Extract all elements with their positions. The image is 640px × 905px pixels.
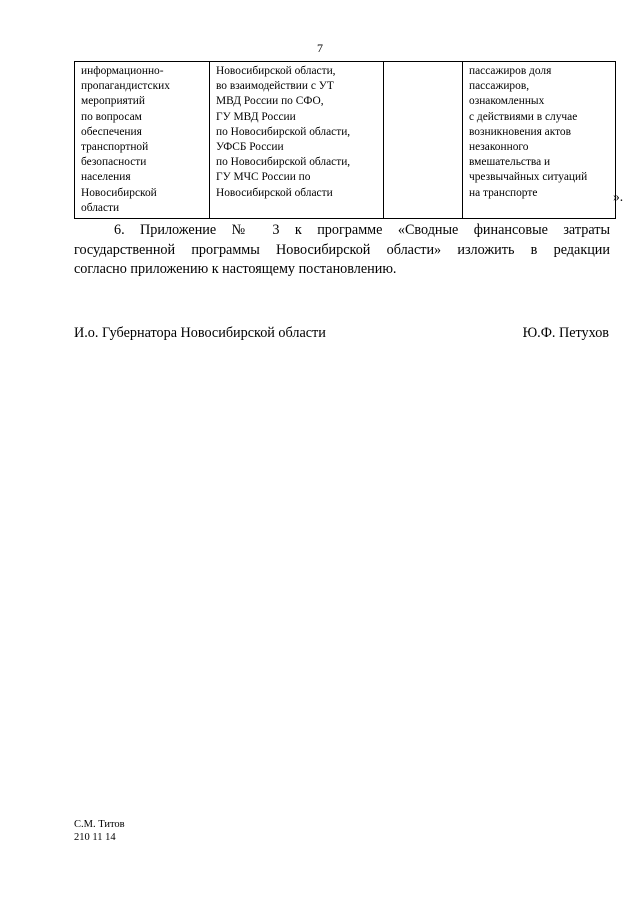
cell-line: с действиями в случае	[469, 110, 578, 123]
executor-phone: 210 11 14	[74, 832, 116, 843]
cell-line: Новосибирской области,	[216, 65, 336, 77]
cell-line: чрезвычайных ситуаций	[469, 171, 588, 184]
cell-line: во взаимодействии с УТ	[216, 80, 334, 93]
table-cell-executors	[210, 62, 384, 219]
page-number: 7	[317, 41, 323, 55]
cell-line: безопасности	[81, 156, 147, 169]
cell-line: УФСБ России	[216, 141, 284, 154]
closing-quote: ».	[613, 189, 624, 204]
cell-line: транспортной	[81, 141, 149, 154]
signatory-name: Ю.Ф. Петухов	[522, 325, 609, 341]
cell-line: ознакомленных	[469, 95, 545, 108]
cell-line: населения	[81, 171, 131, 184]
cell-line: пропагандистских	[81, 80, 170, 93]
table-row	[75, 62, 616, 219]
cell-line: на транспорте	[469, 186, 538, 199]
cell-line: пассажиров доля	[469, 65, 552, 77]
paragraph-line: 6. Приложение № 3 к программе «Сводные финансовые затраты	[114, 222, 610, 238]
paragraph-line: государственной программы Новосибирской области» изложить в редакции	[74, 241, 610, 258]
cell-line: Новосибирской	[81, 186, 157, 199]
cell-line: возникновения актов	[469, 125, 571, 138]
paragraph-item-6	[74, 221, 610, 280]
signatory-position: И.о. Губернатора Новосибирской области	[74, 325, 326, 341]
cell-line: Новосибирской области	[216, 186, 333, 199]
cell-line: ГУ МЧС России по	[216, 171, 311, 184]
executor-name: С.М. Титов	[74, 819, 125, 830]
executor-block	[74, 818, 125, 844]
cell-line: вмешательства и	[469, 156, 551, 169]
cell-line: по Новосибирской области,	[216, 125, 351, 138]
cell-line: ГУ МВД России	[216, 110, 296, 123]
table-cell-event	[75, 62, 210, 219]
continuation-table	[74, 61, 616, 219]
paragraph-line: согласно приложению к настоящему постановлению.	[74, 261, 397, 277]
cell-line: информационно-	[81, 65, 164, 77]
cell-line: МВД России по СФО,	[216, 95, 324, 108]
table-cell-result	[463, 62, 616, 219]
cell-line: незаконного	[469, 141, 529, 154]
cell-line: пассажиров,	[469, 80, 530, 93]
cell-line: обеспечения	[81, 125, 142, 138]
cell-line: мероприятий	[81, 95, 145, 108]
table-cell-empty	[384, 62, 463, 219]
cell-line: по Новосибирской области,	[216, 156, 351, 169]
cell-line: области	[81, 201, 120, 214]
cell-line: по вопросам	[81, 110, 142, 123]
